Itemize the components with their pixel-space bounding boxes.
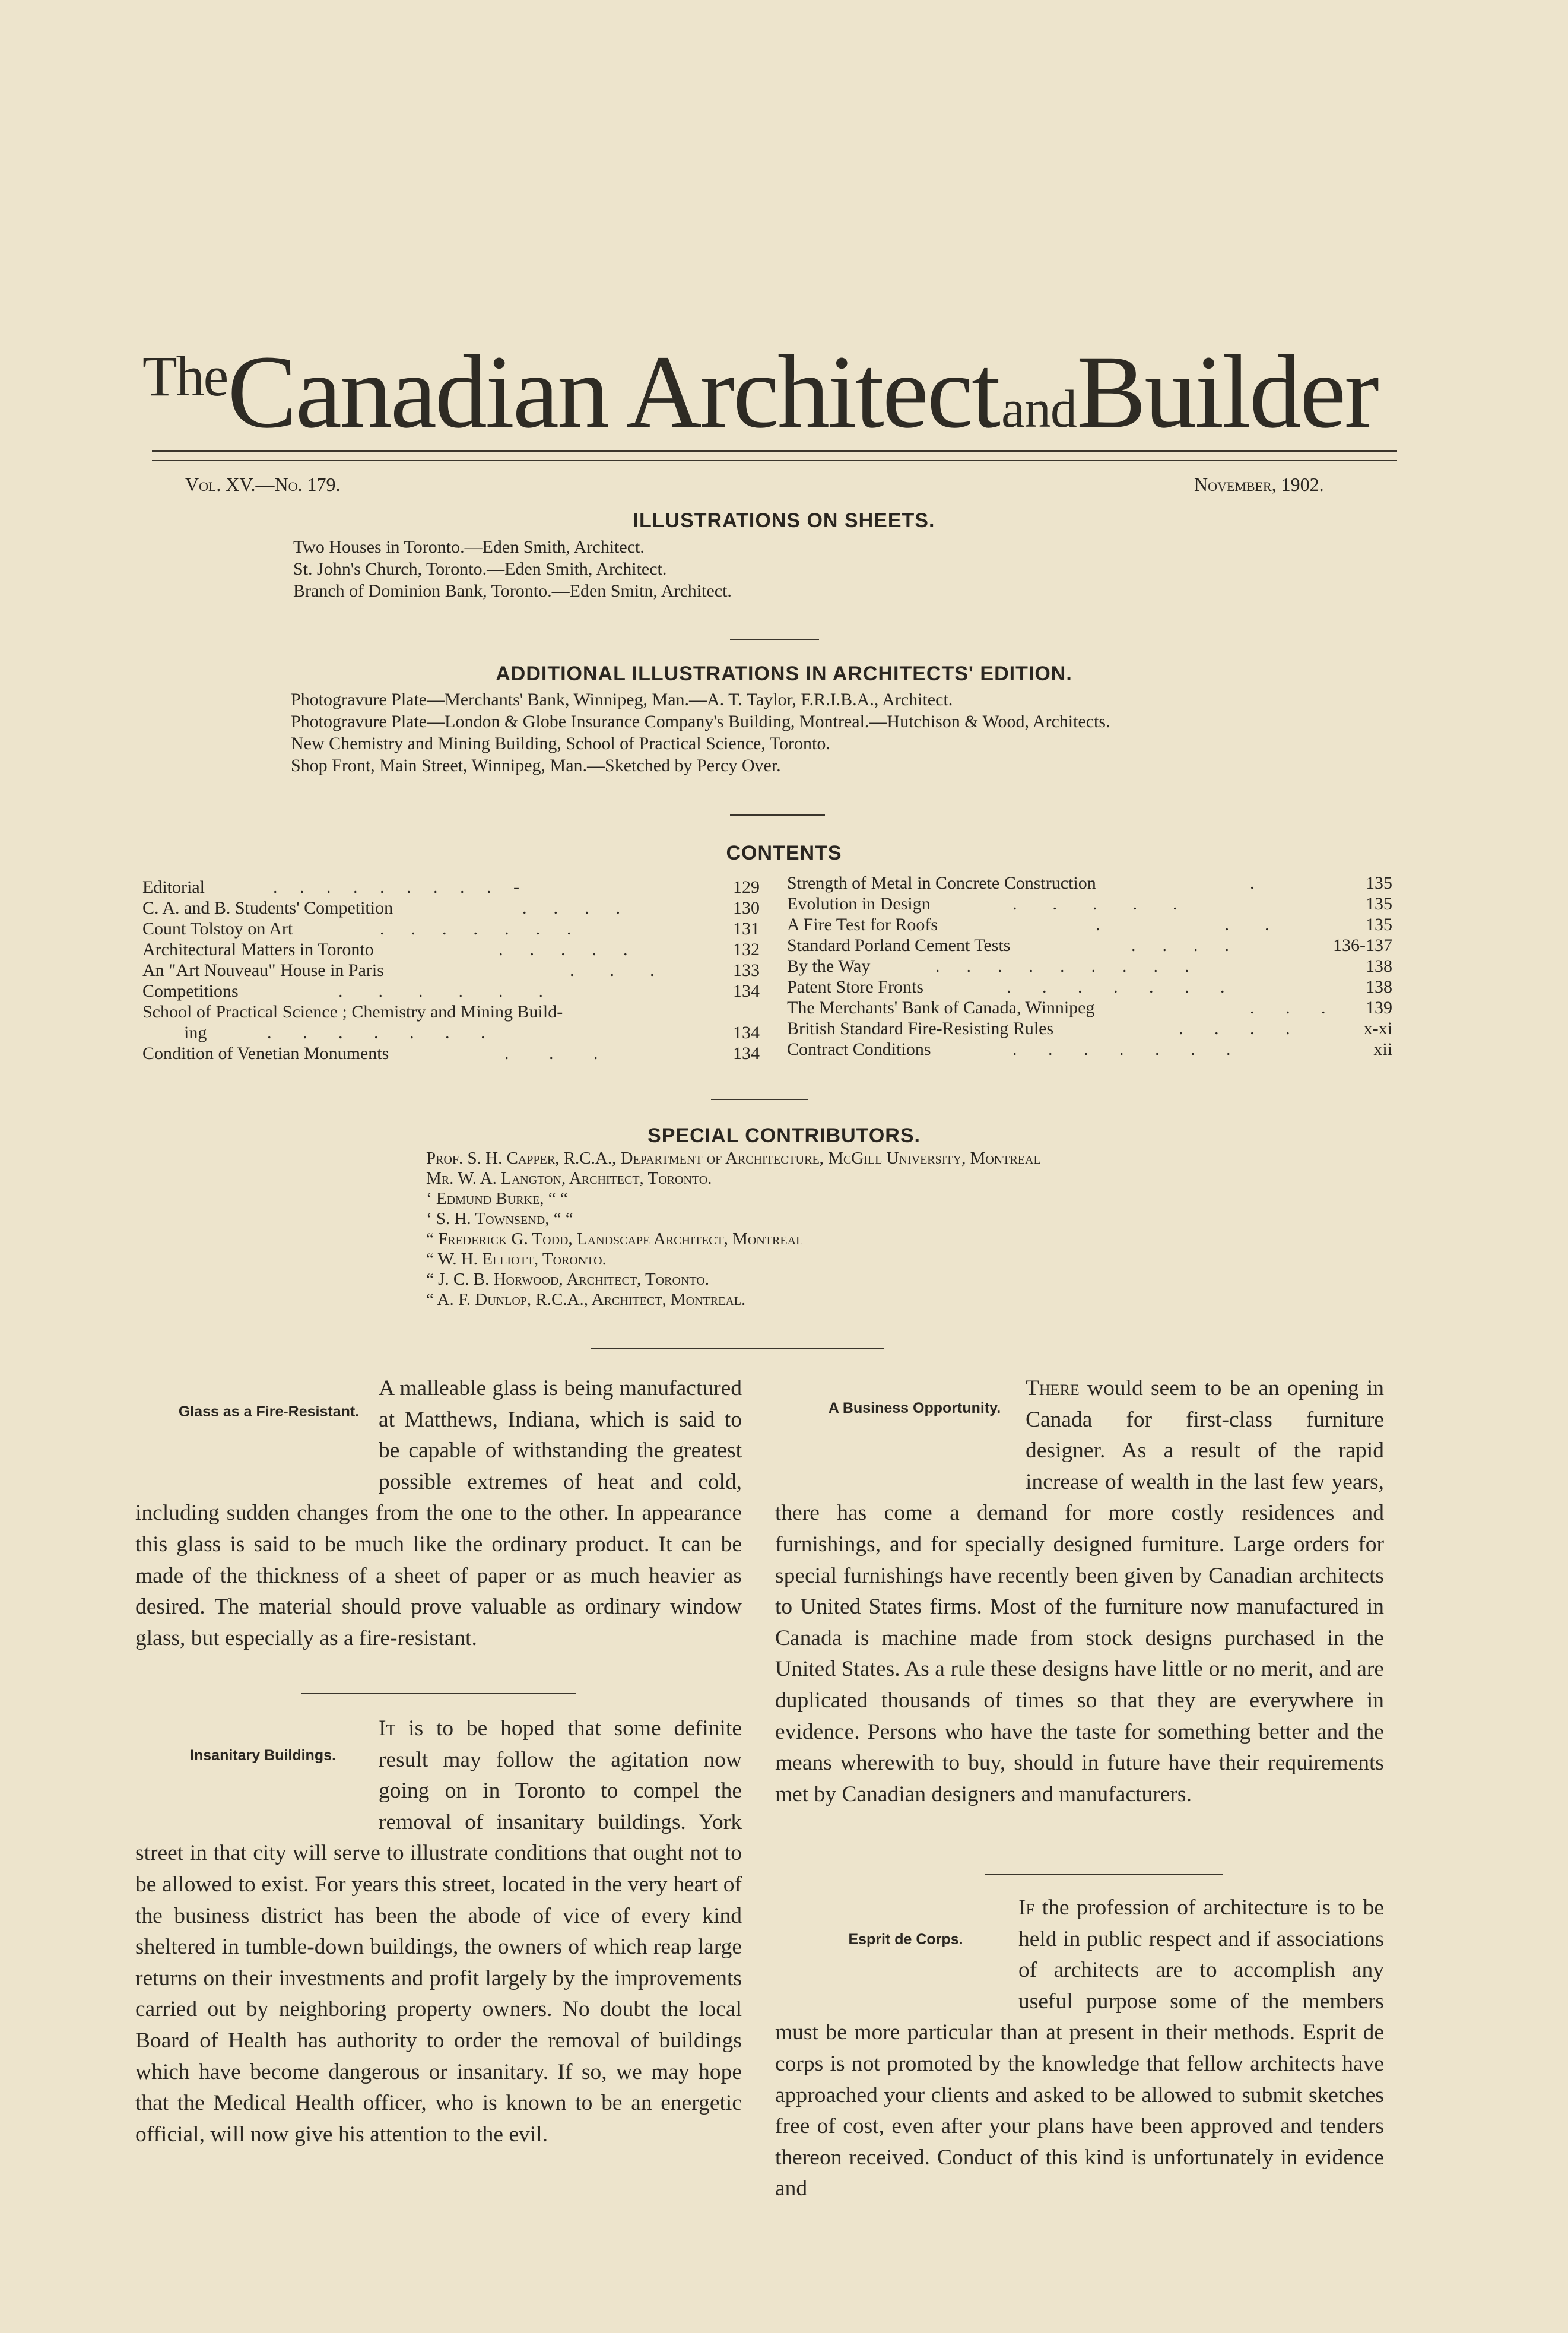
contents-item[interactable]: Architectural Matters in Toronto . . . . . 132 — [142, 940, 760, 959]
contents-item[interactable]: Standard Porland Cement Tests . . . . 136-137 — [787, 936, 1392, 955]
contents-item[interactable]: Condition of Venetian Monuments . . . 134 — [142, 1044, 760, 1063]
contributors-heading: SPECIAL CONTRIBUTORS. — [647, 1124, 921, 1147]
list-item: St. John's Church, Toronto.—Eden Smith, Architect. — [293, 559, 667, 579]
sidehead-esprit: Esprit de Corps. — [848, 1931, 963, 1948]
masthead-title: Canadian Architect — [227, 334, 999, 450]
issue-date: November, 1902. — [1194, 474, 1324, 495]
list-item: “ W. H. Elliott, Toronto. — [426, 1250, 607, 1269]
masthead — [142, 332, 1401, 451]
contributors-list — [426, 1148, 1041, 1310]
article-glass — [135, 1373, 742, 1688]
list-item: “ A. F. Dunlop, R.C.A., Architect, Montreal. — [426, 1290, 746, 1309]
article-business-text: There would seem to be an opening in Canada for first-class furniture designer. As a result of the rapid increase of wealth in the last few years, there has come a demand for more costly residences and furnishings, and for specially designed furniture. Large orders for special furnishings have recently been given by Canadian architects to United States firms. Most of the furniture now manufactured in Canada is machine made from stock designs purchased in the United States. As a rule these designs have little or no merit, and are duplicated thousands of times so that they are everywhere in evidence. Persons who have the taste for something better and the means wherewith to buy, should in future have their requirements met by Canadian designers and manufacturers. — [775, 1376, 1384, 1806]
illustrations-list — [293, 536, 732, 602]
contents-item[interactable]: A Fire Test for Roofs . . . 135 — [787, 915, 1392, 934]
divider — [730, 639, 819, 640]
masthead-and: and — [1001, 380, 1077, 439]
article-esprit-text: If the profession of architecture is to be held in public respect and if associations of architects are to accomplish any useful purpose some of the members must be more particular than at present in their methods. Esprit de corps is not promoted by the knowledge that fellow architects have approached your clients and asked to be allowed to submit sketches free of cost, even after your plans have been approved and tenders thereon received. Conduct of this kind is unfortunately in evidence and — [775, 1895, 1384, 2201]
contents-item[interactable]: Patent Store Fronts . . . . . . . 138 — [787, 977, 1392, 997]
contents-item[interactable]: Contract Conditions . . . . . . . xii — [787, 1039, 1392, 1059]
contents-heading: CONTENTS — [726, 842, 842, 864]
sidehead-business: A Business Opportunity. — [828, 1400, 1001, 1416]
list-item: Shop Front, Main Street, Winnipeg, Man.—Sketched by Percy Over. — [291, 756, 781, 775]
article-insanitary-text: It is to be hoped that some definite result may follow the agitation now going on in Toronto to compel the removal of insanitary buildings. York street in that city will serve to illustrate conditions that ought not to be allowed to exist. For years this street, located in the very heart of the business district has been the abode of vice of every kind sheltered in tumble-down buildings, the owners of which reap large returns on their investments and profit largely by the improvements carried out by neighboring property owners. No doubt the local Board of Health has authority to order the removal of buildings which have become dangerous or insanitary. If so, we may hope that the Medical Health officer, who is known to be an energetic official, will now give his attention to the evil. — [135, 1716, 742, 2147]
illustrations-heading: ILLUSTRATIONS ON SHEETS. — [633, 509, 935, 532]
article-insanitary — [135, 1713, 742, 2307]
contents-item[interactable]: An "Art Nouveau" House in Paris . . . 133 — [142, 961, 760, 980]
divider — [711, 1099, 808, 1100]
volume-number: Vol. XV.—No. 179. — [185, 474, 341, 495]
additional-list — [291, 689, 1110, 776]
list-item: New Chemistry and Mining Building, School of Practical Science, Toronto. — [291, 734, 830, 753]
divider — [301, 1693, 576, 1694]
contents-item[interactable]: ing . . . . . . . 134 — [184, 1023, 760, 1042]
contents-item[interactable]: Count Tolstoy on Art . . . . . . . 131 — [142, 919, 760, 939]
list-item: Mr. W. A. Langton, Architect, Toronto. — [426, 1169, 712, 1188]
list-item: Branch of Dominion Bank, Toronto.—Eden Smitn, Architect. — [293, 581, 732, 601]
contents-item[interactable]: The Merchants' Bank of Canada, Winnipeg . . . 139 — [787, 998, 1392, 1017]
contents-left — [142, 877, 760, 1064]
additional-heading: ADDITIONAL ILLUSTRATIONS IN ARCHITECTS' EDITION. — [496, 663, 1072, 685]
contents-item[interactable]: Competitions . . . . . . 134 — [142, 981, 760, 1001]
list-item: “ Frederick G. Todd, Landscape Architect, Montreal — [426, 1229, 804, 1248]
list-item: Two Houses in Toronto.—Eden Smith, Architect. — [293, 537, 645, 557]
contents-item[interactable]: Evolution in Design . . . . . 135 — [787, 894, 1392, 914]
divider — [591, 1348, 884, 1349]
article-glass-text: A malleable glass is being manufactured at Matthews, Indiana, which is said to be capable of withstanding the greatest possible extremes of heat and cold, including sudden changes from the one to the other. In appearance this glass is said to be much like the ordinary product. It can be made of the thickness of a sheet of paper or as much heavier as desired. The material should prove valuable as ordinary window glass, but especially as a fire-resistant. — [135, 1376, 742, 1650]
article-business — [775, 1373, 1384, 1866]
masthead-rule — [152, 450, 1397, 461]
sidehead-insanitary: Insanitary Buildings. — [190, 1747, 336, 1764]
contents-item[interactable]: Strength of Metal in Concrete Construction . 135 — [787, 873, 1392, 893]
contents-right — [787, 873, 1392, 1060]
article-esprit — [775, 1893, 1384, 2320]
list-item: Photogravure Plate—Merchants' Bank, Winnipeg, Man.—A. T. Taylor, F.R.I.B.A., Architect. — [291, 690, 953, 709]
list-item: ‘ Edmund Burke, “ “ — [426, 1189, 568, 1208]
contents-item[interactable]: By the Way . . . . . . . . . 138 — [787, 956, 1392, 976]
contents-item[interactable]: School of Practical Science ; Chemistry and Mining Build- — [142, 1002, 563, 1022]
sidehead-glass: Glass as a Fire-Resistant. — [178, 1403, 360, 1420]
divider — [985, 1874, 1223, 1875]
contents-item[interactable]: Editorial . . . . . . . . . - 129 — [142, 877, 760, 897]
masthead-the: The — [142, 344, 228, 408]
list-item: “ J. C. B. Horwood, Architect, Toronto. — [426, 1270, 709, 1289]
list-item: ‘ S. H. Townsend, “ “ — [426, 1209, 573, 1228]
list-item: Prof. S. H. Capper, R.C.A., Department of Architecture, McGill University, Montreal — [426, 1149, 1041, 1168]
list-item: Photogravure Plate—London & Globe Insurance Company's Building, Montreal.—Hutchison & Wood, Architects. — [291, 712, 1110, 731]
contents-item[interactable]: British Standard Fire-Resisting Rules . . . . x-xi — [787, 1019, 1392, 1038]
masthead-builder: Builder — [1076, 334, 1377, 450]
divider — [730, 814, 825, 816]
contents-item[interactable]: C. A. and B. Students' Competition . . . . 130 — [142, 898, 760, 918]
